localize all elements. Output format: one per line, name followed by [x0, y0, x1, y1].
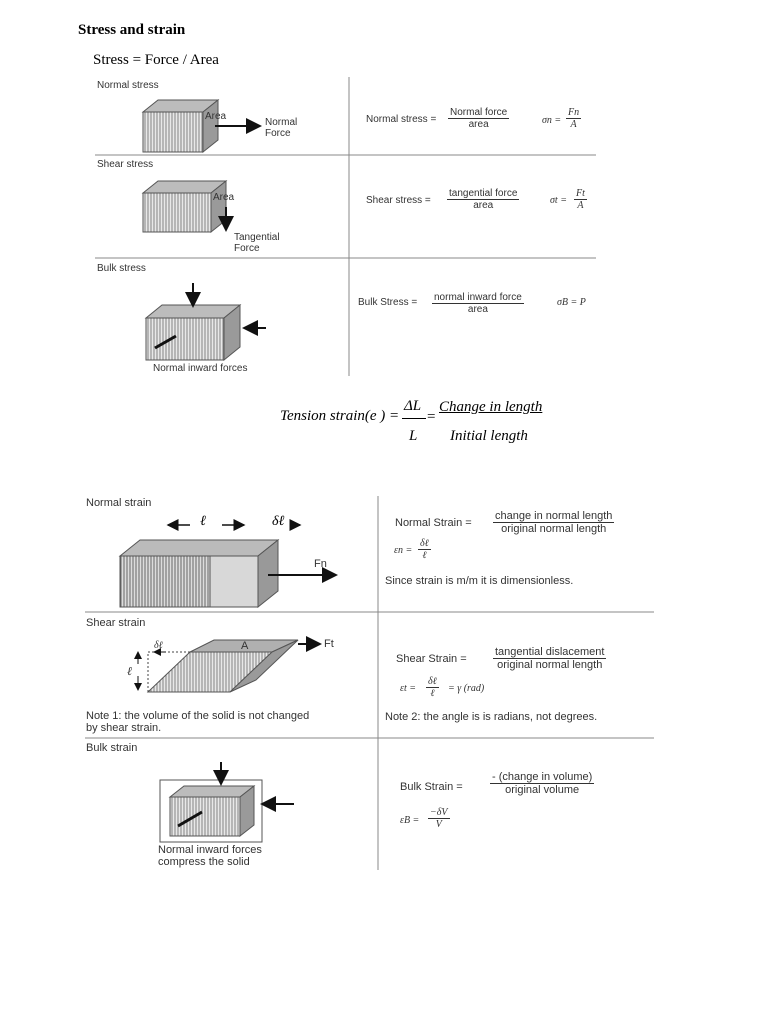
normal-stress-symbol: σn = — [542, 115, 562, 126]
stress-definition: Stress = Force / Area — [93, 52, 219, 68]
normal-strain-eq-label: Normal Strain = — [395, 517, 472, 529]
bulk-stress-fraction — [432, 292, 524, 315]
tension-strain-lhs: Tension strain(e ) = — [280, 408, 400, 424]
shear-strain-title: Shear strain — [86, 617, 146, 629]
bulk-stress-symbol: σB = P — [557, 297, 586, 308]
bulk-strain-sym-num: −δV — [430, 807, 448, 818]
normal-stress-sym-fraction — [566, 107, 581, 130]
bulk-stress-denominator: area — [467, 304, 488, 315]
bulk-stress-caption: Normal inward forces — [153, 363, 248, 374]
shear-stress-sym-fraction — [574, 188, 587, 211]
shear-strain-sym-fraction — [426, 676, 439, 699]
shear-strain-top-label: A — [241, 640, 249, 652]
shear-strain-force-label: Ft — [324, 638, 334, 650]
tension-delta-l: ΔL — [404, 398, 422, 414]
shear-stress-sym-num: Ft — [576, 188, 585, 199]
normal-stress-denominator: area — [468, 119, 489, 130]
shear-strain-sym-num: δℓ — [428, 676, 437, 687]
tension-equals: = — [427, 409, 436, 425]
bulk-strain-symbol: εB = — [400, 815, 420, 826]
normal-stress-numerator: Normal force — [450, 107, 508, 118]
shear-stress-block — [143, 181, 226, 232]
tension-initial-length: Initial length — [450, 428, 528, 444]
normal-strain-symbol: εn = — [394, 545, 413, 556]
normal-stress-eq-label: Normal stress = — [366, 114, 437, 125]
bulk-strain-sym-fraction — [428, 807, 450, 830]
page-heading: Stress and strain — [78, 22, 186, 38]
normal-stress-sym-den: A — [570, 119, 577, 130]
normal-strain-sym-fraction — [418, 538, 431, 561]
bulk-strain-numerator: - (change in volume) — [492, 771, 593, 783]
bulk-strain-title: Bulk strain — [86, 742, 138, 754]
normal-strain-dl-label: δℓ — [272, 514, 285, 529]
shear-strain-denominator: original normal length — [497, 659, 603, 671]
normal-strain-sym-den: ℓ — [422, 550, 427, 561]
shear-stress-area-label: Area — [213, 192, 235, 203]
shear-strain-eq-label: Shear Strain = — [396, 653, 467, 665]
bulk-stress-eq-label: Bulk Stress = — [358, 297, 418, 308]
shear-stress-fraction — [447, 188, 519, 211]
normal-stress-sym-num: Fn — [568, 107, 580, 118]
normal-strain-title: Normal strain — [86, 497, 152, 509]
shear-strain-fraction — [493, 646, 606, 671]
normal-stress-fraction — [448, 107, 509, 130]
tension-change-in-length: Change in length — [439, 399, 543, 415]
shear-strain-sym-den: ℓ — [430, 688, 435, 699]
shear-stress-denominator: area — [473, 200, 494, 211]
normal-stress-title: Normal stress — [97, 80, 159, 91]
tangential-force-label-1: Tangential — [234, 232, 280, 243]
tension-fraction-bar-1 — [402, 418, 426, 419]
normal-strain-numerator: change in normal length — [495, 510, 613, 522]
bulk-stress-block — [146, 283, 266, 360]
normal-stress-block — [143, 100, 260, 152]
bulk-strain-caption-2: compress the solid — [158, 856, 250, 868]
shear-strain-dl-label: δℓ — [154, 640, 163, 651]
normal-strain-block — [120, 525, 336, 607]
shear-stress-eq-label: Shear stress = — [366, 195, 431, 206]
bulk-stress-numerator: normal inward force — [434, 292, 522, 303]
shear-stress-title: Shear stress — [97, 159, 154, 170]
bulk-strain-eq-label: Bulk Strain = — [400, 781, 463, 793]
shear-stress-sym-den: A — [577, 200, 584, 211]
bulk-strain-sym-den: V — [435, 819, 442, 830]
bulk-strain-caption-1: Normal inward forces — [158, 844, 262, 856]
shear-strain-symbol: εt = — [400, 683, 416, 694]
shear-strain-l-label: ℓ — [127, 664, 132, 678]
normal-strain-l-label: ℓ — [200, 514, 206, 529]
shear-strain-numerator: tangential dislacement — [495, 646, 605, 658]
bulk-strain-denominator: original volume — [505, 784, 580, 796]
normal-strain-sym-num: δℓ — [420, 538, 429, 549]
shear-strain-note1-b: by shear strain. — [86, 722, 162, 734]
normal-force-label-2: Force — [265, 128, 291, 139]
tension-l: L — [409, 428, 418, 444]
normal-strain-force-label: Fn — [314, 558, 327, 570]
shear-strain-note2: Note 2: the angle is is radians, not degrees. — [385, 711, 598, 723]
shear-strain-sym-rhs: = γ (rad) — [448, 683, 485, 694]
normal-strain-denominator: original normal length — [501, 523, 607, 535]
bulk-stress-title: Bulk stress — [97, 263, 146, 274]
normal-stress-area-label: Area — [205, 111, 227, 122]
shear-stress-numerator: tangential force — [449, 188, 518, 199]
bulk-strain-block — [160, 762, 294, 842]
shear-strain-note1-a: Note 1: the volume of the solid is not changed — [86, 710, 310, 722]
tangential-force-label-2: Force — [234, 243, 260, 254]
bulk-strain-fraction — [490, 771, 594, 796]
shear-strain-block — [138, 640, 320, 692]
normal-force-label-1: Normal — [265, 117, 298, 128]
normal-strain-note: Since strain is m/m it is dimensionless. — [385, 575, 574, 587]
normal-strain-fraction — [493, 510, 614, 535]
shear-stress-symbol: σt = — [550, 195, 567, 206]
